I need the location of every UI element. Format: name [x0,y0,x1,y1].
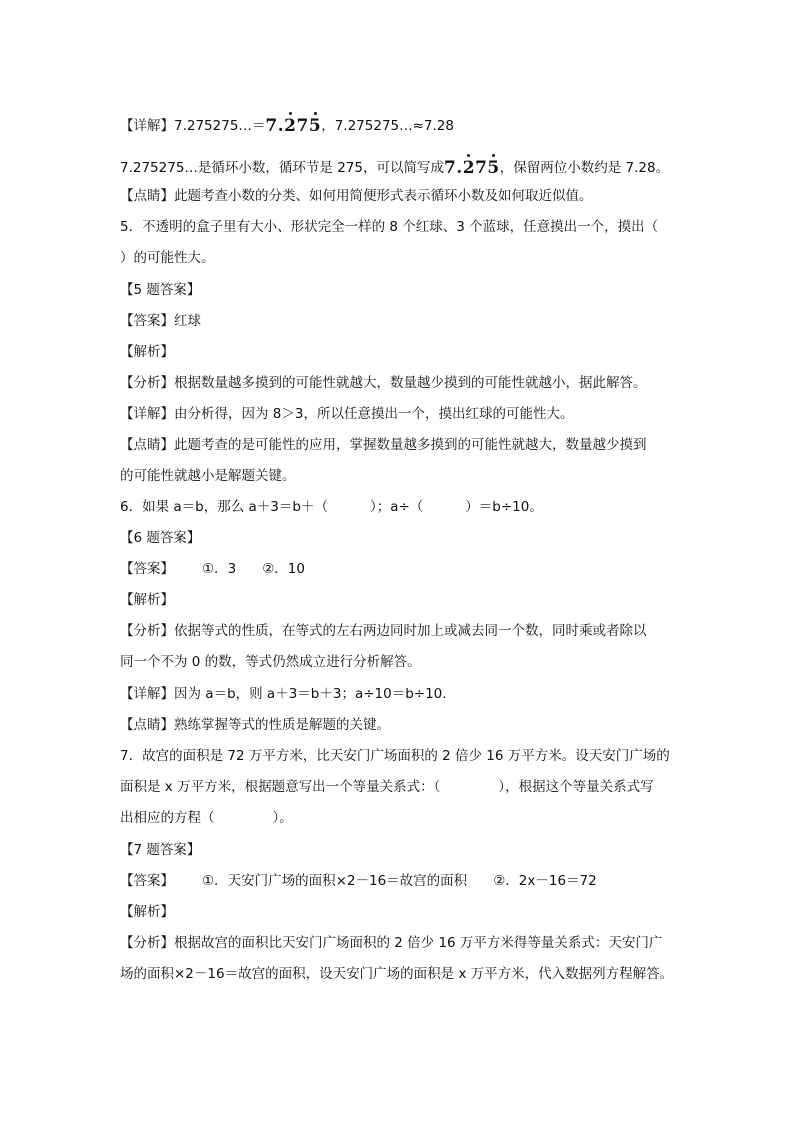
key-point-5: 【点睛】此题考查的是可能性的应用，掌握数量越多摸到的可能性就越大，数量越少摸到 [120,437,647,453]
analysis-6: 【分析】依据等式的性质，在等式的左右两边同时加上或减去同一个数，同时乘或者除以 [120,623,647,639]
question-6 [120,497,543,517]
answer-6-1: ①．3 [202,561,237,577]
approx-text: ，7.275275…≈7.28 [321,118,454,134]
question-7-part-2: ），根据这个等量关系式写 [498,779,654,795]
explanation-text: 7.275275…是循环小数，循环节是 275，可以简写成 [120,160,444,176]
answer-5: 【答案】红球 [120,313,201,329]
answer-7-2: ②．2x－16＝72 [493,873,597,889]
detail-5: 【详解】由分析得，因为 8＞3，所以任意摸出一个，摸出红球的可能性大。 [120,406,574,422]
explanation-line [120,157,669,178]
rounding-text: ，保留两位小数约是 7.28。 [499,160,670,176]
detail-6: 【详解】因为 a＝b，则 a＋3＝b＋3；a÷10＝b÷10. [120,686,447,702]
answer-header-7: 【7 题答案】 [120,842,201,858]
dotted-digit: 2 [462,158,476,178]
answer-6 [120,559,305,579]
question-7-part-3: 出相应的方程（ [120,810,215,826]
dotted-digit: 2 [284,116,297,136]
answer-header-5: 【5 题答案】 [120,282,201,298]
detail-line-1 [120,115,454,136]
dotted-digit: 5 [487,158,500,178]
question-7-cont [120,777,654,797]
question-6-part-3: ）＝b÷10。 [465,499,543,515]
answer-6-2: ②．10 [262,561,305,577]
detail-text: 【详解】7.275275…＝ [120,118,266,134]
analysis-heading-7: 【解析】 [120,904,174,920]
question-7-part-4: ）。 [272,810,293,826]
key-point-4: 【点睛】此题考查小数的分类、如何用简便形式表示循环小数及如何取近似值。 [120,188,593,204]
question-7: 7．故宫的面积是 72 万平方米，比天安门广场面积的 2 倍少 16 万平方米。设天安门广场的 [120,748,670,764]
analysis-heading-6: 【解析】 [120,592,174,608]
answer-7 [120,871,597,891]
answer-header-6: 【6 题答案】 [120,530,201,546]
repeating-decimal: 7.275 [265,116,322,136]
answer-label: 【答案】 [120,561,174,577]
question-5: 5．不透明的盒子里有大小、形状完全一样的 8 个红球、3 个蓝球，任意摸出一个，摸出（ [120,219,659,235]
question-7-part-1: 面积是 x 万平方米，根据题意写出一个等量关系式：（ [120,779,441,795]
answer-label: 【答案】 [120,873,174,889]
analysis-7: 【分析】根据故宫的面积比天安门广场面积的 2 倍少 16 万平方米得等量关系式：天安门广 [120,935,663,951]
analysis-7-cont: 场的面积×2－16＝故宫的面积，设天安门广场的面积是 x 万平方米，代入数据列方程解答。 [120,966,674,982]
question-5-cont: ）的可能性大。 [120,250,215,266]
question-7-cont-2 [120,808,293,828]
dotted-digit: 5 [308,116,322,136]
key-point-6: 【点睛】熟练掌握等式的性质是解题的关键。 [120,717,390,733]
answer-7-1: ①．天安门广场的面积×2－16＝故宫的面积 [202,873,468,889]
analysis-6-cont: 同一个不为 0 的数，等式仍然成立进行分析解答。 [120,654,421,670]
question-6-part-2: ）；a÷（ [369,499,424,515]
key-point-5-cont: 的可能性就越小是解题关键。 [120,468,296,484]
analysis-5: 【分析】根据数量越多摸到的可能性就越大，数量越少摸到的可能性就越小，据此解答。 [120,375,647,391]
question-6-part-1: 6．如果 a＝b，那么 a＋3＝b＋（ [120,499,328,515]
analysis-heading-5: 【解析】 [120,344,174,360]
repeating-decimal: 7.275 [443,158,500,178]
